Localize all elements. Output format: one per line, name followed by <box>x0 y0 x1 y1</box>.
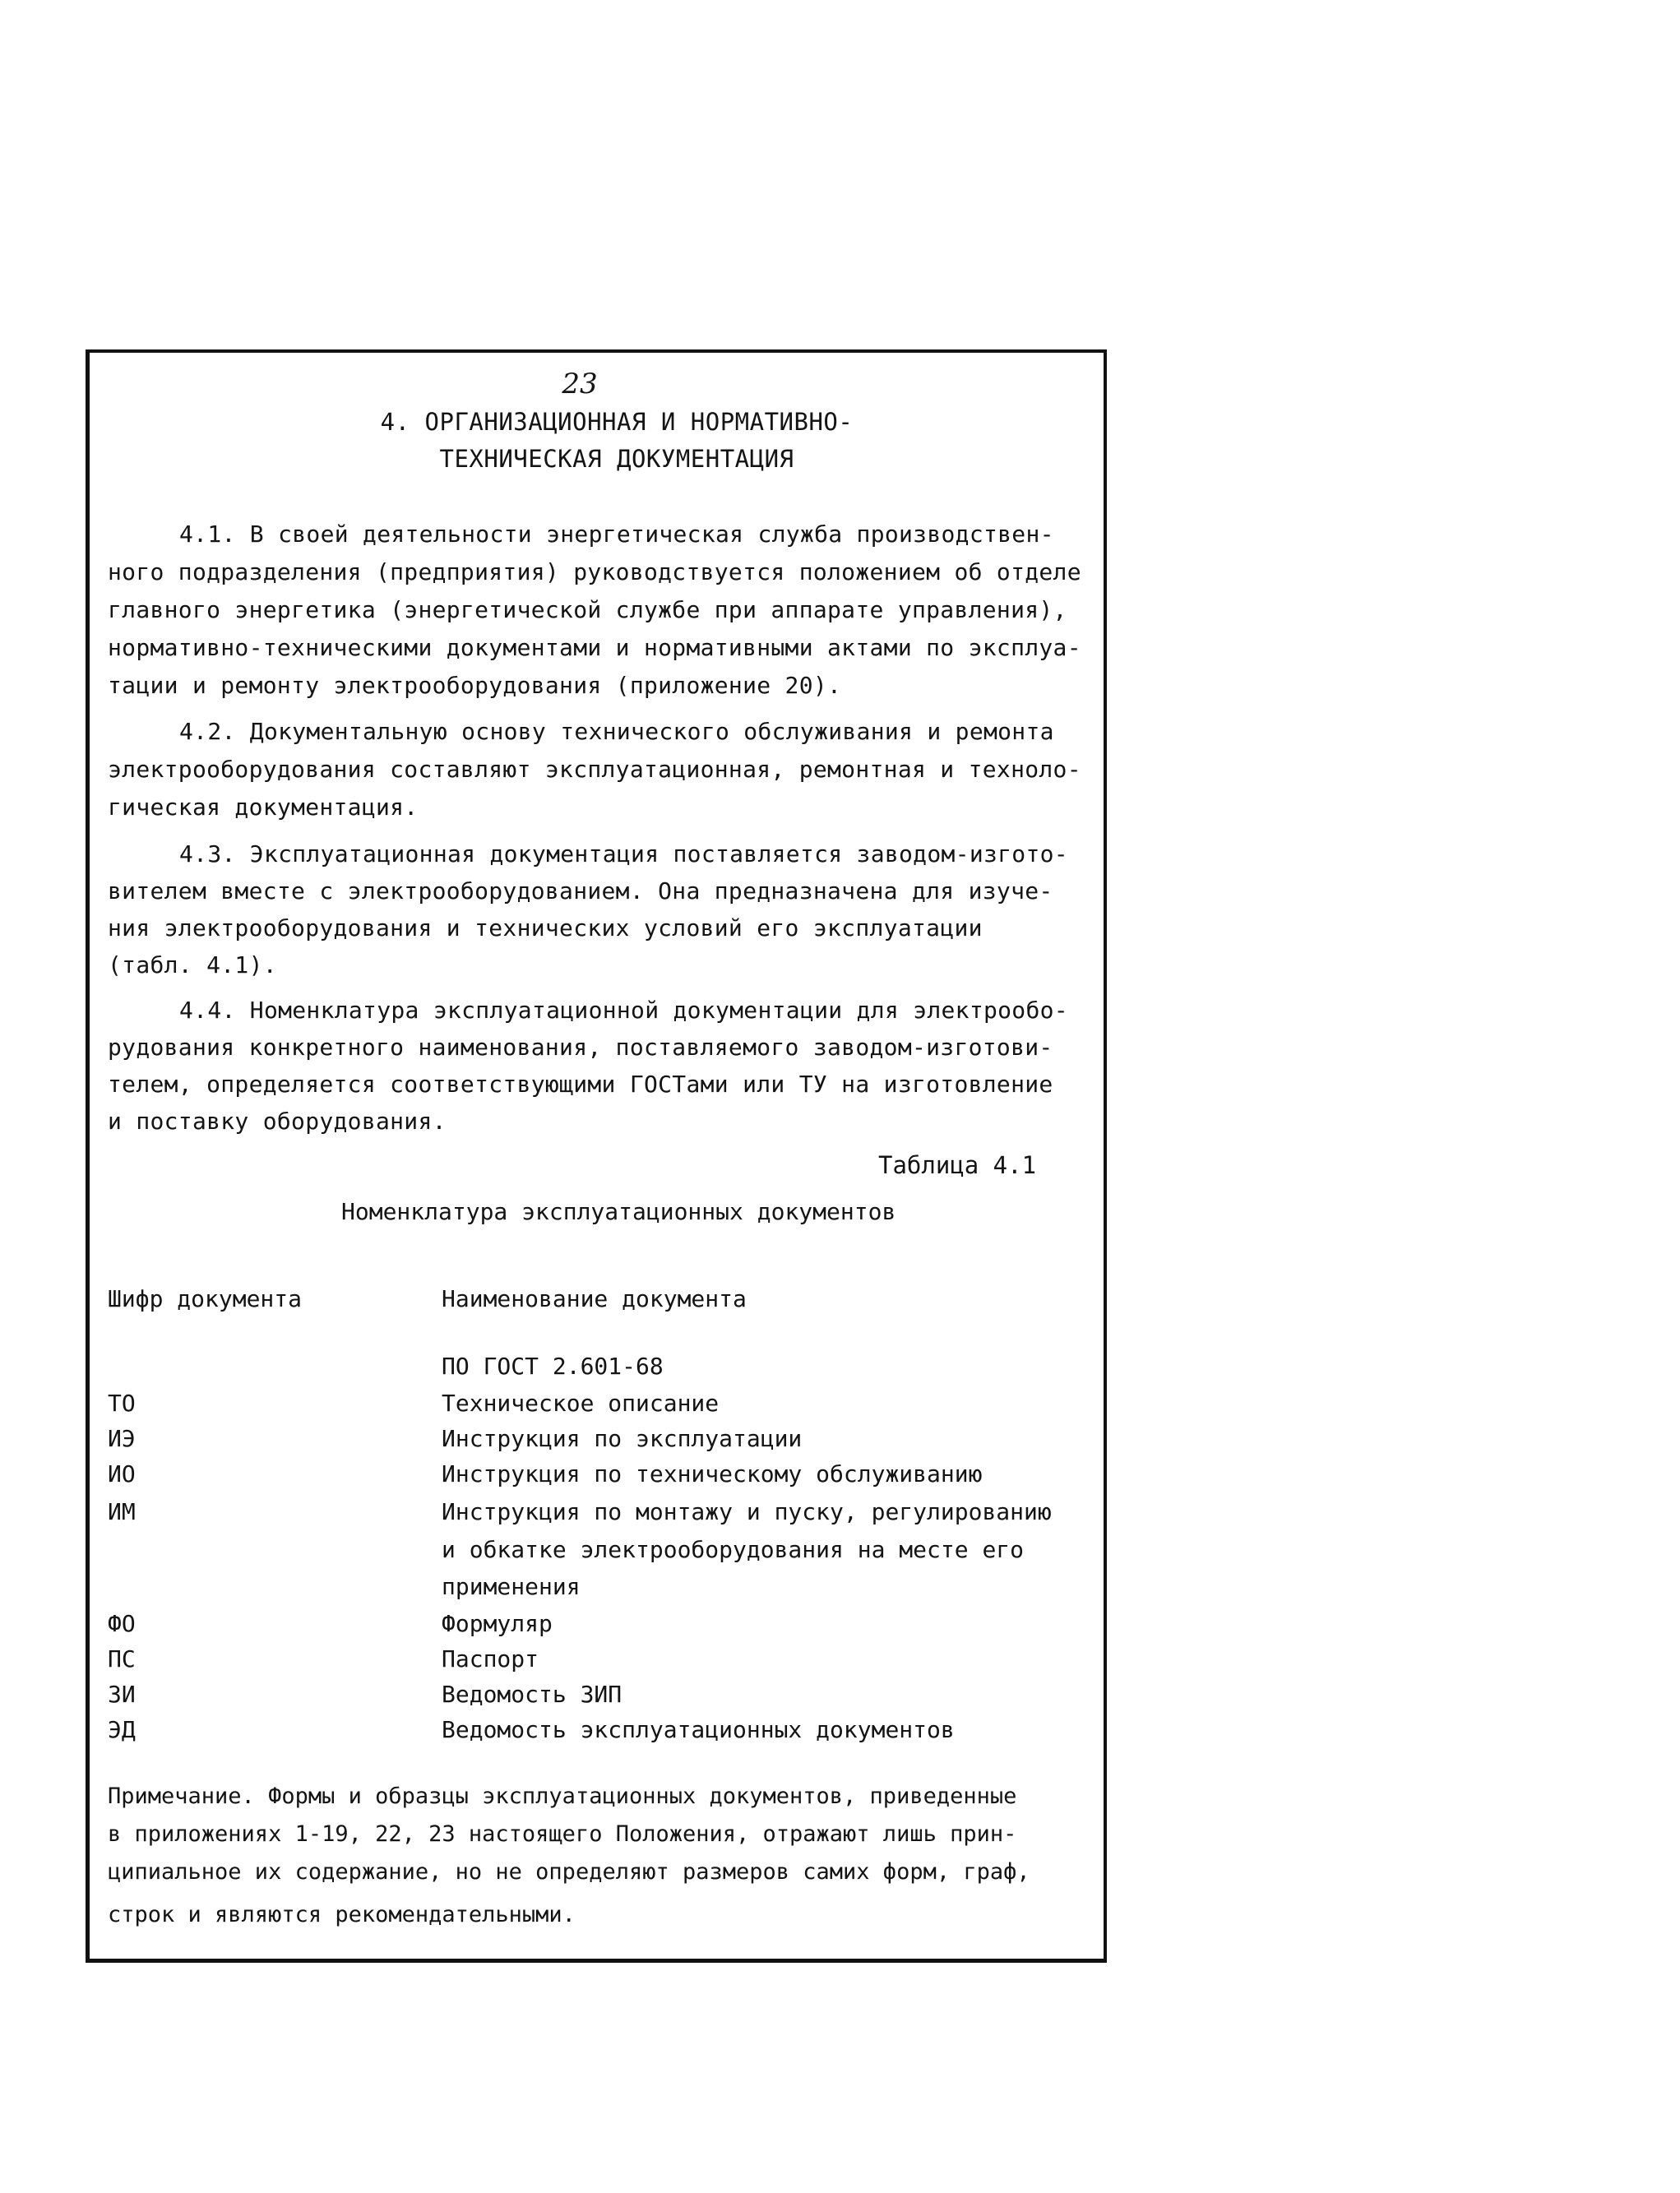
paragraph-line: ния электрооборудования и технических условий его эксплуатации <box>108 914 983 942</box>
table-caption: Номенклатура эксплуатационных документов <box>341 1198 896 1225</box>
table-cell-name: и обкатке электрооборудования на месте его <box>442 1536 1025 1563</box>
paragraph-line: (табл. 4.1). <box>108 951 277 979</box>
table-cell-name: Ведомость ЗИП <box>442 1681 622 1708</box>
table-cell-name: Паспорт <box>442 1645 539 1673</box>
paragraph-line: гическая документация. <box>108 793 419 821</box>
table-cell-name: Инструкция по монтажу и пуску, регулированию <box>442 1498 1052 1525</box>
table-subheader: ПО ГОСТ 2.601-68 <box>442 1353 664 1380</box>
table-cell-code: ПС <box>108 1645 136 1673</box>
section-title-line2: ТЕХНИЧЕСКАЯ ДОКУМЕНТАЦИЯ <box>439 445 794 473</box>
note-line: ципиальное их содержание, но не определяют размеров самих форм, граф, <box>108 1859 1030 1885</box>
section-title-line1: 4. ОРГАНИЗАЦИОННАЯ И НОРМАТИВНО- <box>380 408 854 436</box>
table-number: Таблица 4.1 <box>878 1151 1037 1179</box>
paragraph-line: тации и ремонту электрооборудования (приложение 20). <box>108 672 842 699</box>
table-cell-code: ИЭ <box>108 1425 136 1452</box>
paragraph-line: нормативно-техническими документами и нормативными актами по эксплуа- <box>108 634 1081 661</box>
paragraph-line: электрооборудования составляют эксплуатационная, ремонтная и техноло- <box>108 756 1081 783</box>
paragraph-line: 4.4. Номенклатура эксплуатационной документации для электрообо- <box>179 997 1068 1024</box>
paragraph-line: рудования конкретного наименования, поставляемого заводом-изготови- <box>108 1034 1053 1061</box>
paragraph-line: 4.3. Эксплуатационная документация поставляется заводом-изгото- <box>179 840 1068 867</box>
table-cell-code: ЭД <box>108 1716 136 1743</box>
paragraph-line: главного энергетика (энергетической службе при аппарате управления), <box>108 596 1067 623</box>
table-cell-code: ФО <box>108 1610 136 1637</box>
table-header-name: Наименование документа <box>442 1285 747 1312</box>
note-line: Примечание. Формы и образцы эксплуатационных документов, приведенные <box>108 1784 1017 1809</box>
table-cell-name: Техническое описание <box>442 1390 720 1417</box>
table-cell-name: Ведомость эксплуатационных документов <box>442 1716 955 1743</box>
table-cell-name: применения <box>442 1573 581 1600</box>
table-cell-code: ТО <box>108 1390 136 1417</box>
table-cell-name: Формуляр <box>442 1610 553 1637</box>
page-number: 23 <box>562 368 598 400</box>
table-cell-code: ИО <box>108 1460 136 1487</box>
paragraph-line: 4.2. Документальную основу технического обслуживания и ремонта <box>179 718 1054 745</box>
paragraph-line: ного подразделения (предприятия) руководствуется положением об отделе <box>108 558 1081 585</box>
paragraph-line: вителем вместе с электрооборудованием. Она предназначена для изуче- <box>108 877 1053 904</box>
paragraph-line: 4.1. В своей деятельности энергетическая служба производствен- <box>179 520 1054 548</box>
paragraph-line: и поставку оборудования. <box>108 1108 447 1135</box>
note-line: в приложениях 1-19, 22, 23 настоящего Положения, отражают лишь прин- <box>108 1821 1017 1847</box>
table-cell-name: Инструкция по техническому обслуживанию <box>442 1460 983 1487</box>
table-cell-code: ИМ <box>108 1498 136 1525</box>
table-header-code: Шифр документа <box>108 1285 303 1312</box>
table-cell-code: ЗИ <box>108 1681 136 1708</box>
paragraph-line: телем, определяется соответствующими ГОСТами или ТУ на изготовление <box>108 1071 1053 1098</box>
table-cell-name: Инструкция по эксплуатации <box>442 1425 803 1452</box>
note-line: строк и являются рекомендательными. <box>108 1902 576 1927</box>
